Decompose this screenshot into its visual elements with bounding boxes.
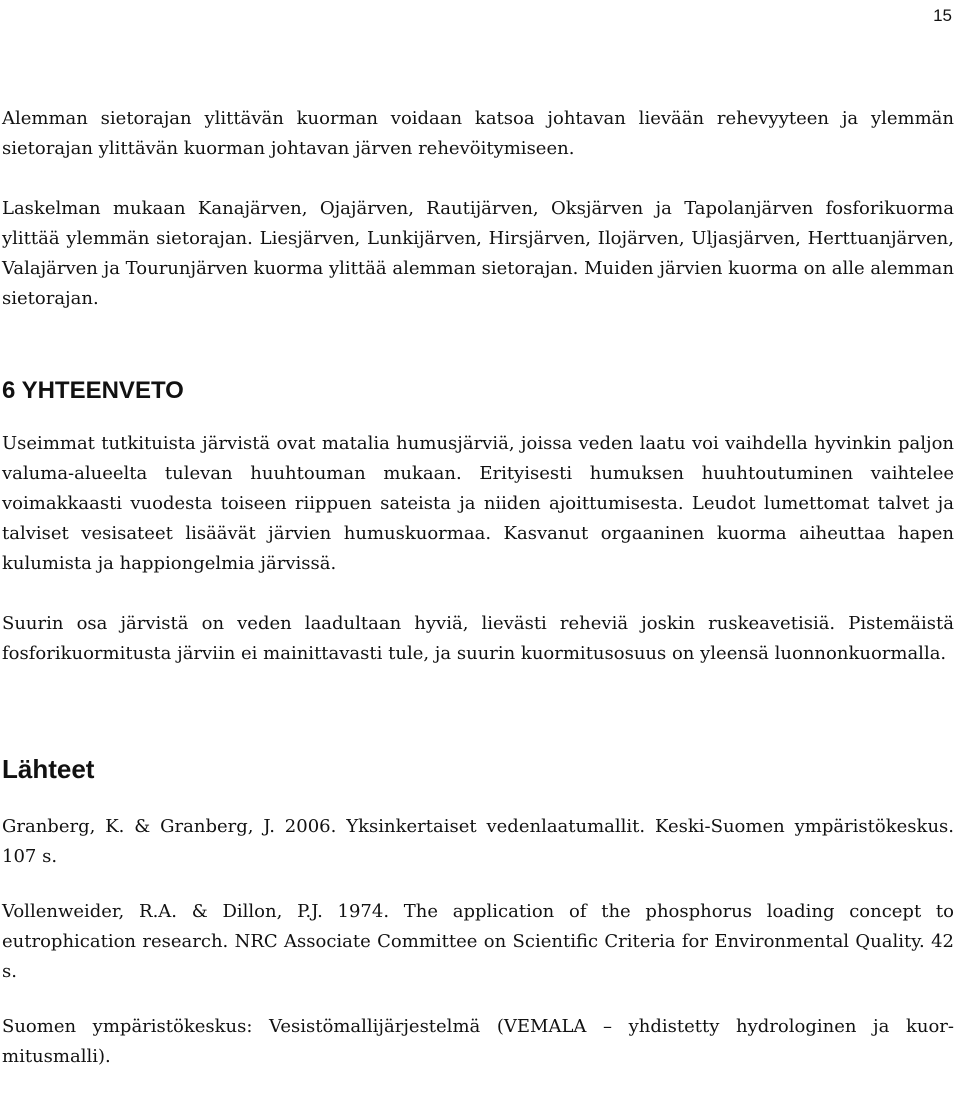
reference-item: Suomen ympäristökeskus: Vesistömallijärjestelmä (VEMALA – yhdistetty hydrologinen ja kuormitusmalli).: [2, 1016, 954, 1067]
page-number: 15: [933, 6, 952, 25]
reference-item: Granberg, K. & Granberg, J. 2006. Yksinkertaiset vedenlaatumallit. Keski-Suomen ympäristökeskus. 107 s.: [2, 816, 954, 867]
paragraph-summary-humus: Useimmat tutkituista järvistä ovat matalia humusjärviä, joissa veden laatu voi vaihdella hyvinkin paljon valuma-alueelta tulevan huuhtouman mukaan. Erityisesti humuksen huuhtoutuminen vaihtelee voimakkaasti vuodesta toiseen riippuen sateista ja niiden ajoittumisesta. Leudot lumettomat talvet ja talviset vesisateet lisäävät järvien humuskuormaa. Kasvanut orgaaninen kuorma aiheuttaa hapen kulumista ja happiongelmia järvissä.: [2, 433, 954, 574]
section-heading-summary: 6 YHTEENVETO: [2, 377, 184, 404]
reference-item: Vollenweider, R.A. & Dillon, P.J. 1974. The application of the phosphorus loading concept to eutrophication research. NRC Associate Committee on Scientific Criteria for Environmental Quality. 42 s.: [2, 901, 954, 982]
paragraph-sietoraja-definition: Alemman sietorajan ylittävän kuorman voidaan katsoa johtavan lievään rehevyyteen ja ylemmän sietorajan ylittävän kuorman johtavan järven rehevöitymiseen.: [2, 108, 954, 159]
references-heading: Lähteet: [2, 754, 95, 784]
document-body: [2, 104, 954, 1072]
paragraph-summary-water-quality: Suurin osa järvistä on veden laadultaan hyviä, lievästi reheviä joskin ruskeavetisiä. Pistemäistä fosforikuormitusta järviin ei mainittavasti tule, ja suurin kuormitusosuus on yleensä luonnonkuormalla.: [2, 613, 954, 664]
paragraph-load-results: Laskelman mukaan Kanajärven, Ojajärven, Rautijärven, Oksjärven ja Tapolanjärven fosforikuorma ylittää ylemmän sietorajan. Liesjärven, Lunkijärven, Hirsjärven, Ilojärven, Uljasjärven, Herttuanjärven, Valajärven ja Tourunjärven kuorma ylittää alemman sietorajan. Muiden järvien kuorma on alle alemman sietorajan.: [2, 198, 954, 309]
